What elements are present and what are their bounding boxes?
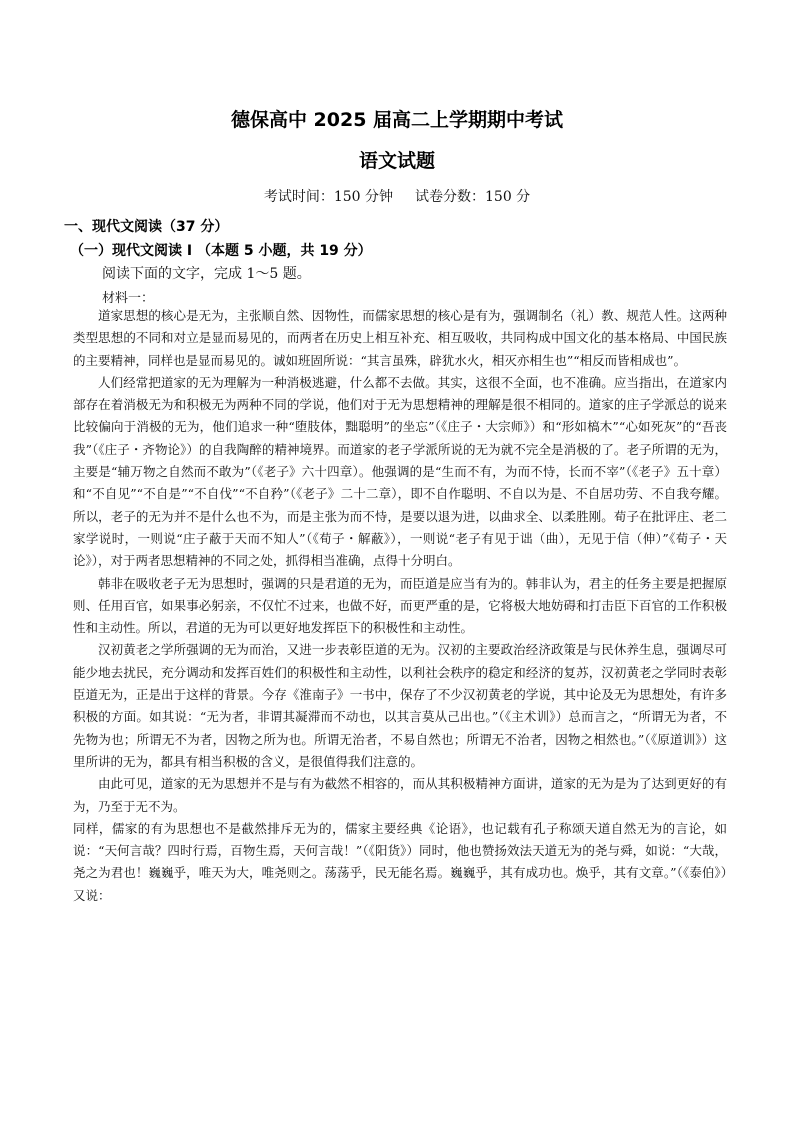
passage-body [73, 305, 727, 907]
section-heading-1: 一、现代文阅读（37 分） [64, 219, 229, 235]
section-heading-2: （一）现代文阅读 I （本题 5 小题，共 19 分） [70, 243, 372, 259]
paragraph-2: 人们经常把道家的无为理解为一种消极逃避，什么都不去做。其实，这很不全面，也不准确。应当指出，在道家内部存在着消极无为和积极无为两种不同的学说，他们对于无为思想精神的理解是很不相同的。道家的庄子学派总的说来比较偏向于消极的无为，他们追求一种“堕肢体，黜聪明”的坐忘”（《庄子・大宗师》）和“形如槁木”“心如死灰”的“吾丧我”（《庄子・齐物论》）的自我陶醉的精神境界。而道家的老子学派所说的无为就不完全是消极的了。老子所谓的无为，主要是“辅万物之自然而不敢为”（《老子》六十四章）。他强调的是“生而不有，为而不恃，长而不宰”（《老子》五十章）和“不自见”“不自是”“不自伐”“不自矜”（《老子》二十二章），即不自作聪明、不自以为是、不自居功劳、不自我夸耀。所以，老子的无为并不是什么也不为，而是主张为而不恃，是要以退为进，以曲求全、以柔胜刚。荀子在批评庄、老二家学说时，一则说“庄子蔽于天而不知人”（《荀子・解蔽》），一则说“老子有见于诎（曲），无见于信（伸）”《荀子・天论》），对于两者思想精神的不同之处，抓得相当准确，点得十分明白。 [73, 374, 727, 569]
exam-time: 考试时间：150 分钟 [263, 189, 393, 205]
exam-meta [0, 186, 794, 206]
paragraph-5: 由此可见，道家的无为思想并不是与有为截然不相容的，而从其积极精神方面讲，道家的无为是为了达到更好的有为，乃至于无不为。 [73, 776, 727, 814]
exam-score: 试卷分数：150 分 [415, 189, 531, 205]
paragraph-6: 同样，儒家的有为思想也不是截然排斥无为的，儒家主要经典《论语》，也记载有孔子称颂天道自然无为的言论，如说：“天何言哉？四时行焉，百物生焉，天何言哉！”（《阳货》）同时，他也赞扬效法天道无为的尧与舜，如说：“大哉，尧之为君也！巍巍乎，唯天为大，唯尧则之。荡荡乎，民无能名焉。巍巍乎，其有成功也。焕乎，其有文章。”（《泰伯》）又说： [73, 820, 727, 903]
exam-title: 德保高中 2025 届高二上学期期中考试 [230, 109, 564, 131]
exam-subtitle: 语文试题 [358, 150, 435, 172]
paragraph-1: 道家思想的核心是无为，主张顺自然、因物性，而儒家思想的核心是有为，强调制名（礼）教、规范人性。这两种类型思想的不同和对立是显而易见的，而两者在历史上相互补充、相互吸收，共同构成中国文化的基本格局、中国民族的主要精神，同样也是显而易见的。诚如班固所说：“其言虽殊，辟犹水火，相灭亦相生也”“相反而皆相成也”。 [73, 308, 727, 368]
reading-instruction: 阅读下面的文字，完成 1～5 题。 [102, 266, 311, 282]
paragraph-4: 汉初黄老之学所强调的无为而治，又进一步表彰臣道的无为。汉初的主要政治经济政策是与民休养生息，强调尽可能少地去扰民，充分调动和发挥百姓们的积极性和主动性，以利社会秩序的稳定和经济的复苏，汉初黄老之学同时表彰臣道无为，正是出于这样的背景。今存《淮南子》一书中，保存了不少汉初黄老的学说，其中论及无为思想处，有许多积极的方面。如其说：“无为者，非谓其凝滞而不动也，以其言莫从己出也。”（《主术训》）总而言之，“所谓无为者，不先物为也；所谓无不为者，因物之所为也。所谓无治者，不易自然也；所谓无不治者，因物之相然也。”（《原道训》）这里所讲的无为，都具有相当积极的含义，是很值得我们注意的。 [73, 642, 727, 769]
material-label: 材料一： [102, 291, 155, 306]
paragraph-3: 韩非在吸收老子无为思想时，强调的只是君道的无为，而臣道是应当有为的。韩非认为，君主的任务主要是把握原则、任用百官，如果事必躬亲，不仅忙不过来，也做不好，而更严重的是，它将极大地妨碍和打击臣下百官的工作积极性和主动性。所以，君道的无为可以更好地发挥臣下的积极性和主动性。 [73, 575, 727, 636]
